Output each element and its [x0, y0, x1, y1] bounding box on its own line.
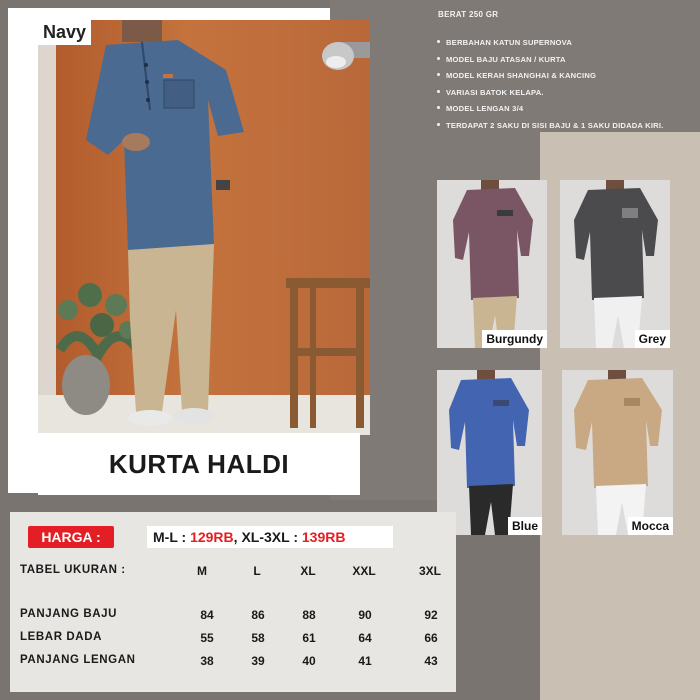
size-header: XXL	[352, 564, 376, 578]
size-table-title: TABEL UKURAN :	[20, 564, 126, 576]
table-cell: 92	[424, 608, 438, 622]
bullet-icon	[437, 57, 440, 60]
price-range2-value: 139RB	[301, 529, 346, 545]
table-cell: 38	[200, 654, 214, 668]
main-product-photo	[38, 20, 370, 435]
table-cell: 64	[358, 631, 372, 645]
bullet-icon	[437, 106, 440, 109]
product-title-box	[38, 433, 360, 495]
table-cell: 61	[302, 631, 316, 645]
variant-label: Grey	[635, 330, 670, 348]
row-label: PANJANG LENGAN	[20, 654, 136, 666]
variant-label: Blue	[508, 517, 542, 535]
row-label: LEBAR DADA	[20, 631, 103, 643]
variant-label: Burgundy	[482, 330, 547, 348]
variant-model-illustration	[437, 370, 542, 535]
table-cell: 86	[251, 608, 265, 622]
spec-feature: MODEL BAJU ATASAN / KURTA	[436, 55, 698, 64]
variant-card-grey[interactable]	[560, 180, 670, 348]
table-cell: 90	[358, 608, 372, 622]
price-badge: HARGA :	[28, 526, 114, 548]
size-header: M	[197, 564, 207, 578]
table-cell: 43	[424, 654, 438, 668]
spec-feature: VARIASI BATOK KELAPA.	[436, 88, 698, 97]
variant-model-illustration	[562, 370, 673, 535]
size-header: 3XL	[418, 564, 441, 578]
main-color-label: Navy	[38, 20, 91, 45]
size-header: XL	[300, 564, 316, 578]
bullet-icon	[437, 123, 440, 126]
price-separator: ,	[233, 529, 242, 545]
bullet-icon	[437, 40, 440, 43]
price-range2-label: XL-3XL :	[241, 529, 302, 545]
size-header: L	[253, 564, 261, 578]
variant-card-burgundy[interactable]	[437, 180, 547, 348]
spec-feature: TERDAPAT 2 SAKU DI SISI BAJU & 1 SAKU DIDADA KIRI.	[436, 121, 698, 130]
price-range1-value: 129RB	[190, 529, 234, 545]
table-cell: 84	[200, 608, 214, 622]
price-info	[147, 526, 393, 548]
table-cell: 39	[251, 654, 265, 668]
variant-model-illustration	[437, 180, 547, 348]
table-cell: 41	[358, 654, 372, 668]
row-label: PANJANG BAJU	[20, 608, 118, 620]
spec-feature-list	[436, 38, 698, 138]
spec-feature: MODEL KERAH SHANGHAI & KANCING	[436, 71, 698, 80]
model-illustration	[38, 20, 370, 435]
price-range1-label: M-L :	[153, 529, 191, 545]
table-cell: 66	[424, 631, 438, 645]
product-title: KURTA HALDI	[108, 448, 290, 479]
spec-feature: MODEL LENGAN 3/4	[436, 104, 698, 113]
spec-weight: BERAT 250 GR	[438, 10, 499, 19]
table-cell: 40	[302, 654, 316, 668]
variant-card-mocca[interactable]	[562, 370, 673, 535]
table-cell: 55	[200, 631, 214, 645]
variant-label: Mocca	[628, 517, 673, 535]
table-cell: 58	[251, 631, 265, 645]
table-cell: 88	[302, 608, 316, 622]
variant-card-blue[interactable]	[437, 370, 542, 535]
bullet-icon	[437, 73, 440, 76]
spec-feature: BERBAHAN KATUN SUPERNOVA	[436, 38, 698, 47]
bullet-icon	[437, 90, 440, 93]
variant-model-illustration	[560, 180, 670, 348]
